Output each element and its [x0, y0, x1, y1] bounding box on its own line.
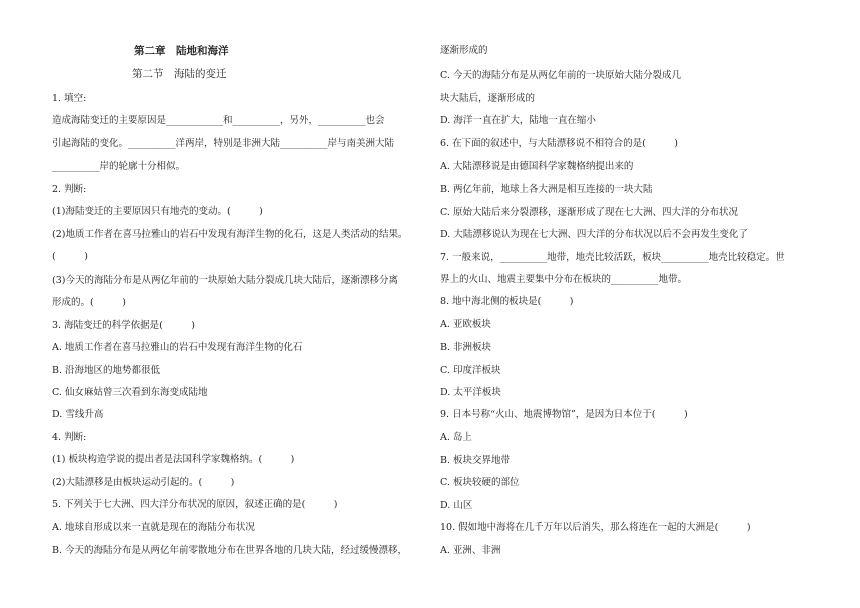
text-line: C. 板块较硬的部位: [440, 477, 520, 488]
text-line: 逐渐形成的: [440, 45, 488, 56]
text-line: B. 沿海地区的地势都很低: [52, 365, 161, 376]
text-line: __________岸的轮廓十分相似。: [52, 161, 186, 172]
text-line: 1. 填空:: [52, 93, 87, 104]
section-title: 第二节 海陆的变迁: [132, 68, 227, 80]
text-line: A. 亚欧板块: [440, 319, 491, 330]
text-line: (1) 板块构造学说的提出者是法国科学家魏格纳。( ): [52, 454, 295, 465]
text-line: D. 大陆漂移说认为现在七大洲、四大洋的分布状况以后不会再发生变化了: [440, 229, 748, 240]
text-line: C. 原始大陆后来分裂漂移，逐渐形成了现在七大洲、四大洋的分布状况: [440, 207, 738, 218]
text-line: B. 非洲板块: [440, 342, 492, 353]
text-line: 7. 一般来说，__________地带，地壳比较活跃，板块__________地壳比较稳定。世: [440, 252, 785, 263]
text-line: 6. 在下面的叙述中，与大陆漂移说不相符合的是( ): [440, 138, 678, 149]
chapter-title: 第二章 陆地和海洋: [134, 45, 229, 57]
text-line: (2)地质工作者在喜马拉雅山的岩石中发现有海洋生物的化石，这是人类活动的结果。: [52, 229, 408, 240]
text-line: D. 山区: [440, 500, 473, 511]
text-line: D. 海洋一直在扩大，陆地一直在缩小: [440, 115, 596, 126]
text-line: D. 太平洋板块: [440, 387, 501, 398]
text-line: ( ): [52, 251, 88, 262]
text-line: 块大陆后，逐渐形成的: [440, 93, 536, 104]
text-line: A. 亚洲、非洲: [440, 545, 501, 556]
text-line: (1)海陆变迁的主要原因只有地壳的变动。( ): [52, 206, 263, 217]
text-line: 8. 地中海北侧的板块是( ): [440, 296, 574, 307]
text-line: 2. 判断:: [52, 184, 87, 195]
text-line: 界上的火山、地震主要集中分布在板块的__________地带。: [440, 274, 688, 285]
text-line: B. 今天的海陆分布是从两亿年前零散地分布在世界各地的几块大陆，经过缓慢漂移，: [52, 545, 408, 556]
text-line: 形成的。( ): [52, 297, 126, 308]
text-line: A. 地质工作者在喜马拉雅山的岩石中发现有海洋生物的化石: [52, 342, 303, 353]
text-line: 10. 假如地中海将在几千万年以后消失，那么将连在一起的大洲是( ): [440, 522, 751, 533]
text-line: C. 仙女麻姑曾三次看到东海变成陆地: [52, 387, 208, 398]
text-line: C. 今天的海陆分布是从两亿年前的一块原始大陆分裂成几: [440, 70, 681, 81]
text-line: A. 地球自形成以来一直就是现在的海陆分布状况: [52, 522, 255, 533]
text-line: (2)大陆漂移是由板块运动引起的。( ): [52, 477, 235, 488]
text-line: 造成海陆变迁的主要原因是____________和__________，另外，__________也会: [52, 115, 385, 126]
text-line: 3. 海陆变迁的科学依据是( ): [52, 320, 195, 331]
text-line: B. 两亿年前，地球上各大洲是相互连接的一块大陆: [440, 184, 653, 195]
text-line: A. 大陆漂移说是由德国科学家魏格纳提出来的: [440, 161, 634, 172]
text-line: 引起海陆的变化。__________洋两岸，特别是非洲大陆__________岸与南美洲大陆: [52, 138, 395, 149]
text-line: B. 板块交界地带: [440, 455, 511, 466]
text-line: 9. 日本号称“火山、地震博物馆”，是因为日本位于( ): [440, 409, 688, 420]
text-line: 5. 下列关于七大洲、四大洋分布状况的原因，叙述正确的是( ): [52, 499, 338, 510]
text-line: 4. 判断:: [52, 432, 87, 443]
text-line: (3)今天的海陆分布是从两亿年前的一块原始大陆分裂成几块大陆后，逐渐漂移分离: [52, 275, 398, 286]
text-line: C. 印度洋板块: [440, 365, 501, 376]
text-line: A. 岛上: [440, 432, 472, 443]
text-line: D. 雪线升高: [52, 409, 104, 420]
